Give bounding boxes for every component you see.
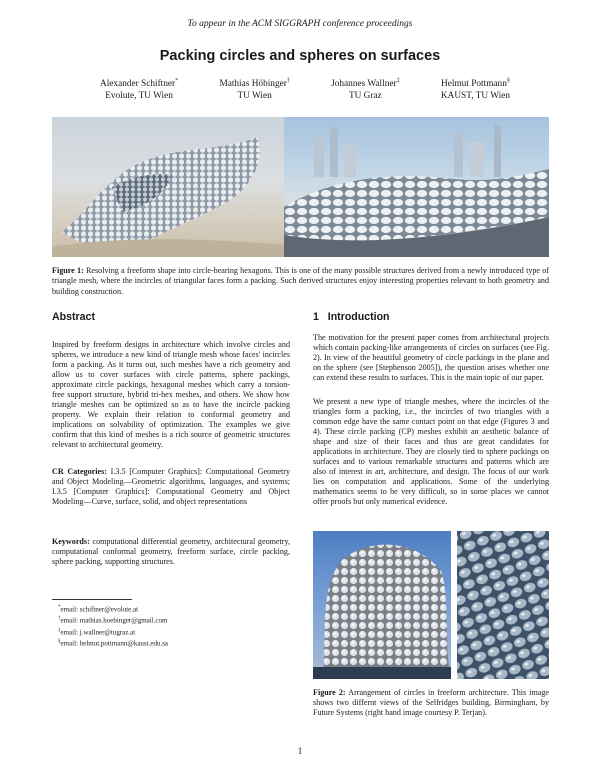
author-mark: *: [175, 78, 179, 84]
footnote-mark: §: [58, 638, 61, 644]
keywords-label: Keywords:: [52, 537, 90, 546]
footnote-text: email: schiftner@evolute.at: [60, 605, 139, 614]
hexagon-shell-render: [52, 117, 284, 257]
footnote-text: email: j.wallner@tugraz.at: [60, 627, 136, 636]
footnote-text: email: helmut.pottmann@kaust.edu.sa: [60, 639, 169, 648]
section-number: 1: [313, 311, 319, 323]
figure-1-caption-text: Resolving a freeform shape into circle-bearing hexagons. This is one of the many possible structures derived from a newly introduced type of triangle mesh, where the incircles of triangular faces form a packing. Such derived structures enjoy interesting properties relevant to both geometry and building construction.: [52, 266, 549, 296]
selfridges-facade-photo: [313, 531, 451, 679]
author-name: Mathias Höbinger: [219, 79, 287, 90]
footnote-mark: *: [58, 605, 61, 610]
author-name: Johannes Wallner: [331, 79, 397, 90]
running-head: To appear in the ACM SIGGRAPH conference proceedings: [187, 19, 413, 29]
introduction-heading: [313, 311, 390, 323]
author-mark: §: [506, 78, 510, 84]
abstract-text: Inspired by freeform designs in architecture which involve circles and spheres, we introduce a new kind of triangle mesh whose faces' incircles form a packing. As it turns out, such meshes have a rich geometry and allow us to cover surfaces with circle patterns, sphere packings, approximate circle packings, hexagonal meshes which carry a torsion-free support structure, hybrid tri-hex meshes, and others. We show how triangle meshes can be optimized so as to have the incircle packing property. We explain their relation to conformal geometry and implications on solvability of optimization. The examples we give confirm that this kind of meshes is a rich source of geometric structures relevant to architectural geometry.: [52, 340, 290, 450]
paper-title: Packing circles and spheres on surfaces: [159, 48, 441, 64]
introduction-paragraph-2: We present a new type of triangle meshes, where the incircles of the triangles form a packing, i.e., the incircles of two triangles with a common edge have the same contact point on that edge (Figures 3 and 4). These circle packing (CP) meshes exhibit an aesthetic balance of shape and size of their faces and thus are great candidates for applications in architecture. They are closely tied to sphere packings on surfaces and to various remarkable structures and patterns which are also of interest in art, architecture, and design. The focus of our work lies on computation and applications. Some of the underlying mathematics seems to be very difficult, so in some places we cannot offer proofs but only numerical evidence.: [313, 397, 549, 507]
figure-2-label: Figure 2:: [313, 688, 346, 697]
selfridges-closeup-photo: [457, 531, 549, 679]
footnote-email: [52, 626, 292, 637]
disc-facade-render: [313, 531, 451, 679]
keywords: [52, 537, 290, 567]
cr-categories-label: CR Categories:: [52, 467, 107, 476]
author-affiliation: TU Wien: [237, 91, 272, 102]
author-affiliation: Evolute, TU Wien: [105, 91, 173, 102]
footnote-email: [52, 614, 292, 625]
author-mark: ‡: [396, 78, 400, 84]
figure-2-caption-text: Arrangement of circles in freeform architecture. This image shows two differnt views of the Selfridges building, Birmingham, by Future Systems (right hand image courtesy P. Terjan).: [313, 688, 550, 718]
author-4: [441, 75, 510, 102]
figure-2-caption: [313, 688, 549, 718]
author-2: [219, 75, 289, 102]
figure-1-left-render: [52, 117, 284, 257]
circle-canopy-render: [284, 117, 549, 257]
author-name: Helmut Pottmann: [441, 79, 507, 90]
author-name: Alexander Schiftner: [100, 79, 176, 90]
page-number: 1: [297, 746, 303, 756]
figure-1-image: [52, 117, 549, 257]
footnote-mark: ‡: [58, 627, 61, 633]
footnote-mark: †: [58, 616, 61, 622]
cr-categories-text: I.3.5 [Computer Graphics]: Computational Geometry and Object Modeling—Geometric algorithms, languages, and systems; I.3.5 [Computer Graphics]: Computational Geometry and Object Modeling—Curve, surface, solid, and object representations: [52, 467, 290, 507]
cr-categories: [52, 467, 290, 507]
figure-1-caption: [52, 266, 549, 297]
footnote-rule: [52, 599, 132, 600]
author-mark: †: [286, 78, 290, 84]
footnote-email: [52, 603, 292, 614]
abstract-heading: Abstract: [52, 311, 95, 323]
introduction-paragraph-1: The motivation for the present paper comes from architectural projects which contain packing-like arrangements of circles on surfaces (see Fig. 2). In view of the beautiful geometry of circle packings in the plane and on the sphere (see [Stephenson 2005]), the question arises whether one can extend these results to surfaces. This is the main topic of our paper.: [313, 333, 549, 383]
author-affiliation: TU Graz: [348, 91, 382, 102]
figure-1-label: Figure 1:: [52, 266, 84, 275]
author-1: [100, 75, 178, 102]
footnote-email: [52, 637, 292, 648]
keywords-text: computational differential geometry, architectural geometry, computational conformal geometry, freeform surface, circle packing, sphere packing, supporting structures.: [52, 537, 290, 567]
disc-closeup-render: [457, 531, 549, 679]
figure-1-right-render: [284, 117, 549, 257]
figure-2-image: [313, 531, 549, 679]
author-3: [331, 75, 399, 102]
author-affiliation: KAUST, TU Wien: [440, 91, 510, 102]
footnote-text: email: mathias.hoebinger@gmail.com: [60, 616, 168, 625]
section-title: Introduction: [327, 311, 390, 323]
author-block: [100, 75, 510, 102]
footnotes: [52, 599, 292, 648]
